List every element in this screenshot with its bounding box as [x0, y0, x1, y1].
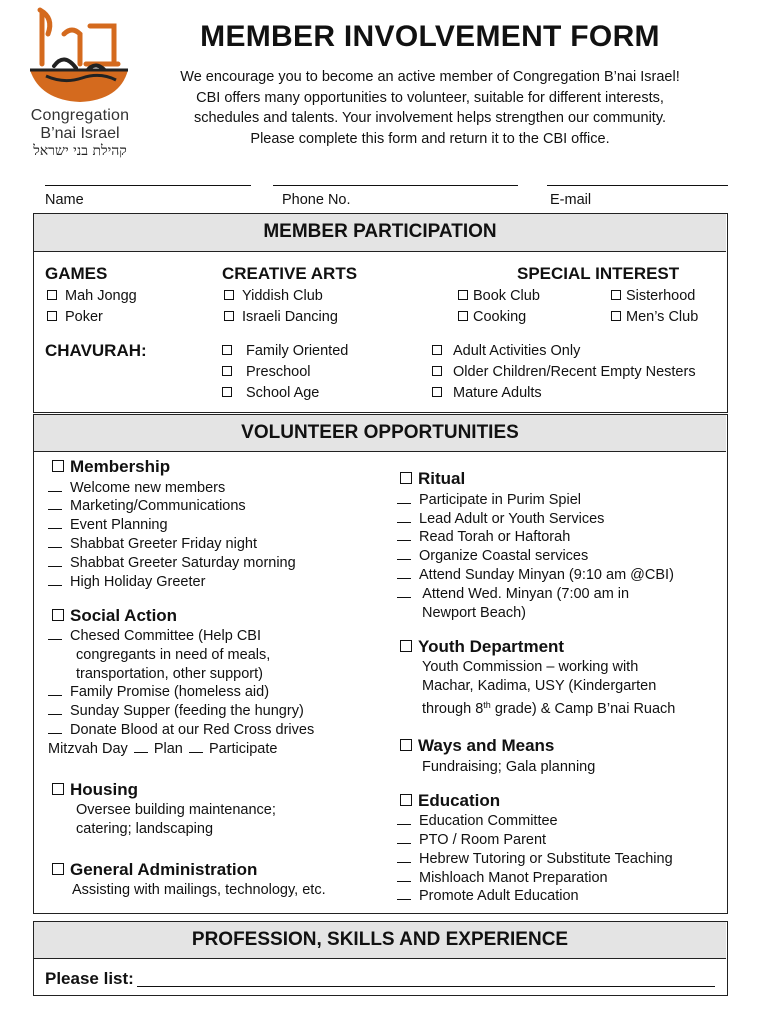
blank-line — [397, 862, 411, 863]
checkbox-icon — [400, 739, 412, 751]
option-read-torah[interactable]: Read Torah or Haftorah — [397, 528, 570, 546]
option-high-holiday[interactable]: High Holiday Greeter — [48, 573, 205, 591]
youth-desc: Machar, Kadima, USY (Kindergarten — [422, 678, 657, 694]
checkbox-preschool[interactable]: Preschool — [222, 363, 310, 381]
option-shabbat-friday[interactable]: Shabbat Greeter Friday night — [48, 535, 257, 553]
mitzvah-participate-blank[interactable] — [189, 752, 203, 753]
logo-name-line2: B’nai Israel — [40, 125, 120, 142]
mitzvah-day-row: Mitzvah Day Plan Participate — [48, 741, 278, 757]
checkbox-ritual[interactable]: Ritual — [400, 469, 465, 489]
blank-line — [397, 540, 411, 541]
checkbox-sisterhood[interactable]: Sisterhood — [611, 287, 695, 305]
checkbox-older-children[interactable]: Older Children/Recent Empty Nesters — [432, 363, 696, 381]
checkbox-general-admin[interactable]: General Administration — [52, 860, 257, 880]
option-pto[interactable]: PTO / Room Parent — [397, 831, 546, 849]
name-label: Name — [45, 192, 84, 208]
option-event-planning[interactable]: Event Planning — [48, 516, 168, 534]
option-hebrew-tutoring[interactable]: Hebrew Tutoring or Substitute Teaching — [397, 850, 673, 868]
blank-line — [48, 733, 62, 734]
special-interest-label: SPECIAL INTEREST — [517, 264, 680, 283]
blank-line — [48, 714, 62, 715]
logo-hebrew-name: קהילת בני ישראל — [33, 143, 127, 159]
checkbox-icon — [458, 290, 468, 300]
option-lead-services[interactable]: Lead Adult or Youth Services — [397, 510, 604, 528]
blank-line — [48, 491, 62, 492]
logo-mark-icon — [24, 4, 134, 106]
option-family-promise[interactable]: Family Promise (homeless aid) — [48, 683, 269, 701]
phone-field[interactable] — [273, 185, 518, 186]
blank-line — [48, 639, 62, 640]
blank-line — [397, 899, 411, 900]
intro-line: schedules and talents. Your involvement helps strengthen our community. — [193, 110, 667, 126]
intro-line: Please complete this form and return it to the CBI office. — [250, 130, 610, 147]
option-education-committee[interactable]: Education Committee — [397, 812, 558, 830]
email-field[interactable] — [547, 185, 728, 186]
profession-heading: PROFESSION, SKILLS AND EXPERIENCE — [34, 922, 726, 959]
blank-line — [48, 566, 62, 567]
checkbox-poker[interactable]: Poker — [47, 308, 103, 326]
checkbox-icon — [432, 387, 442, 397]
checkbox-membership[interactable]: Membership — [52, 457, 170, 477]
blank-line — [397, 843, 411, 844]
intro-line: We encourage you to become an active member of Congregation B’nai Israel! — [180, 69, 680, 85]
option-sunday-minyan[interactable]: Attend Sunday Minyan (9:10 am @CBI) — [397, 566, 674, 584]
option-adult-education[interactable]: Promote Adult Education — [397, 887, 579, 905]
housing-desc: Oversee building maintenance; — [76, 802, 276, 818]
checkbox-icon — [47, 290, 57, 300]
option-sunday-supper[interactable]: Sunday Supper (feeding the hungry) — [48, 702, 304, 720]
option-mishloach-manot[interactable]: Mishloach Manot Preparation — [397, 869, 608, 887]
chavurah-label: CHAVURAH: — [45, 341, 147, 360]
blank-line — [397, 559, 411, 560]
phone-label: Phone No. — [282, 192, 351, 208]
chesed-line: transportation, other support) — [76, 666, 263, 682]
checkbox-icon — [432, 366, 442, 376]
blank-line — [397, 522, 411, 523]
checkbox-ways-and-means[interactable]: Ways and Means — [400, 736, 554, 756]
mitzvah-plan-blank[interactable] — [134, 752, 148, 753]
checkbox-youth-department[interactable]: Youth Department — [400, 637, 564, 657]
checkbox-housing[interactable]: Housing — [52, 780, 138, 800]
option-marketing[interactable]: Marketing/Communications — [48, 497, 246, 515]
blank-line — [48, 695, 62, 696]
wed-minyan-continuation: Newport Beach) — [422, 605, 526, 621]
games-label: GAMES — [45, 264, 108, 283]
checkbox-icon — [52, 863, 64, 875]
checkbox-icon — [432, 345, 442, 355]
blank-line — [397, 824, 411, 825]
name-field[interactable] — [45, 185, 251, 186]
please-list-field[interactable] — [137, 986, 715, 987]
volunteer-heading: VOLUNTEER OPPORTUNITIES — [34, 415, 726, 452]
youth-desc: through 8th grade) & Camp B’nai Ruach — [422, 700, 676, 717]
checkbox-icon — [52, 460, 64, 472]
option-coastal-services[interactable]: Organize Coastal services — [397, 547, 588, 565]
youth-desc: Youth Commission – working with — [422, 659, 639, 675]
checkbox-icon — [52, 609, 64, 621]
checkbox-social-action[interactable]: Social Action — [52, 606, 177, 626]
checkbox-icon — [611, 311, 621, 321]
profession-section — [33, 921, 728, 996]
participation-heading: MEMBER PARTICIPATION — [34, 214, 726, 252]
option-welcome-new-members[interactable]: Welcome new members — [48, 479, 225, 497]
checkbox-icon — [222, 345, 232, 355]
please-list-label: Please list: — [45, 969, 134, 988]
form-title: MEMBER INVOLVEMENT FORM — [200, 20, 660, 53]
checkbox-icon — [400, 640, 412, 652]
blank-line — [397, 503, 411, 504]
blank-line — [48, 528, 62, 529]
checkbox-school-age[interactable]: School Age — [222, 384, 319, 402]
creative-arts-label: CREATIVE ARTS — [222, 264, 358, 283]
logo-name-line1: Congregation — [30, 107, 130, 124]
blank-line — [397, 881, 411, 882]
cbi-logo — [18, 4, 138, 162]
option-donate-blood[interactable]: Donate Blood at our Red Cross drives — [48, 721, 314, 739]
option-wed-minyan[interactable]: Attend Wed. Minyan (7:00 am in — [397, 585, 629, 603]
checkbox-icon — [47, 311, 57, 321]
housing-desc: catering; landscaping — [76, 821, 214, 837]
intro-line: CBI offers many opportunities to volunteer, suitable for different interests, — [196, 89, 664, 106]
option-purim-spiel[interactable]: Participate in Purim Spiel — [397, 491, 581, 509]
checkbox-icon — [458, 311, 468, 321]
checkbox-adult-activities[interactable]: Adult Activities Only — [432, 342, 580, 360]
general-admin-desc: Assisting with mailings, technology, etc. — [72, 882, 326, 898]
checkbox-icon — [224, 311, 234, 321]
checkbox-icon — [52, 783, 64, 795]
blank-line — [48, 547, 62, 548]
checkbox-yiddish-club[interactable]: Yiddish Club — [224, 287, 323, 305]
checkbox-book-club[interactable]: Book Club — [458, 287, 540, 305]
checkbox-israeli-dancing[interactable]: Israeli Dancing — [224, 308, 338, 326]
email-label: E-mail — [550, 192, 592, 208]
blank-line — [48, 509, 62, 510]
option-shabbat-saturday[interactable]: Shabbat Greeter Saturday morning — [48, 554, 296, 572]
blank-line — [397, 578, 411, 579]
checkbox-icon — [611, 290, 621, 300]
intro-text — [150, 67, 710, 149]
blank-line — [48, 585, 62, 586]
checkbox-mature-adults[interactable]: Mature Adults — [432, 384, 542, 402]
checkbox-education[interactable]: Education — [400, 791, 500, 811]
checkbox-icon — [400, 472, 412, 484]
checkbox-mah-jongg[interactable]: Mah Jongg — [47, 287, 137, 305]
checkbox-icon — [224, 290, 234, 300]
checkbox-cooking[interactable]: Cooking — [458, 308, 526, 326]
chesed-line: congregants in need of meals, — [76, 647, 271, 663]
checkbox-icon — [222, 366, 232, 376]
ways-means-desc: Fundraising; Gala planning — [422, 759, 596, 775]
checkbox-family-oriented[interactable]: Family Oriented — [222, 342, 348, 360]
checkbox-mens-club[interactable]: Men’s Club — [611, 308, 698, 326]
blank-line — [397, 597, 411, 598]
checkbox-icon — [400, 794, 412, 806]
option-chesed-committee[interactable]: Chesed Committee (Help CBI — [48, 627, 261, 645]
checkbox-icon — [222, 387, 232, 397]
